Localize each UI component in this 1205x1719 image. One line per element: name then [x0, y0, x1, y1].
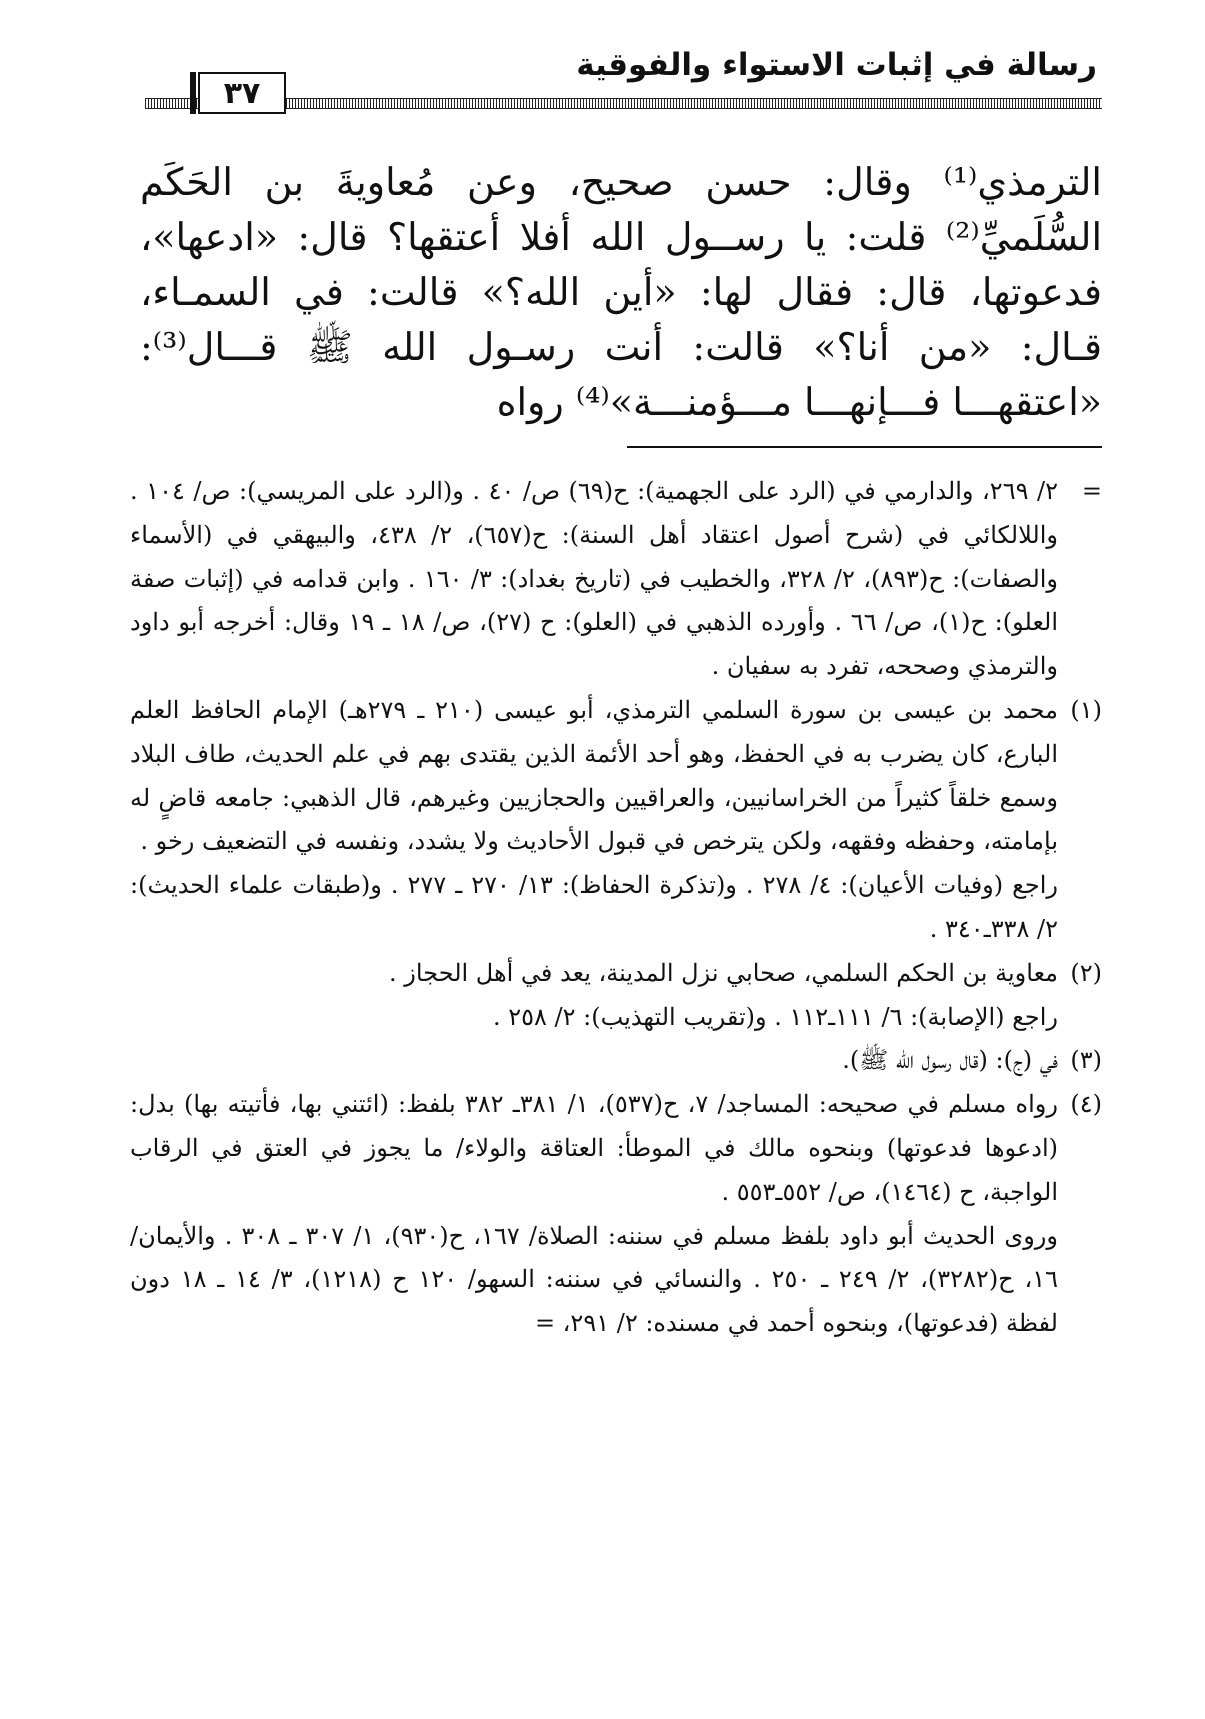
footnote-separator: [627, 446, 1102, 448]
header-rule: [145, 98, 1102, 109]
footnote-text: وروى الحديث أبو داود بلفظ مسلم في سننه: الصلاة/ ١٦٧، ح(٩٣٠)، ١/ ٣٠٧ ـ ٣٠٨ . والأيمان/ ١٦، ح(٣٢٨٢)، ٢/ ٢٤٩ ـ ٢٥٠ . والنسائي في سننه: السهو/ ١٢٠ ح (١٢١٨)، ٣/ ١٤ ـ ١٨ دون لفظة (فدعوتها)، وبنحوه أحمد في مسنده: ٢/ ٢٩١، =: [130, 1221, 1058, 1338]
page-number-bar: [190, 72, 196, 114]
page-number: ٣٧: [198, 72, 286, 114]
footnote-marker: (١): [1070, 695, 1102, 724]
footnote-1: [130, 689, 1102, 952]
footnote-reference: راجع (وفيات الأعيان): ٤/ ٢٧٨ . و(تذكرة الحفاظ): ١٣/ ٢٧٠ ـ ٢٧٧ . و(طبقات علماء الحديث): ٢/ ٣٣٨ـ٣٤٠ .: [130, 871, 1059, 943]
footnote-4-continued: [130, 1215, 1102, 1346]
footnote-marker: (٢): [1070, 958, 1102, 987]
footnote-continued: [130, 470, 1102, 689]
footnotes: [130, 470, 1102, 1346]
footnote-text: رواه مسلم في صحيحه: المساجد/ ٧، ح(٥٣٧)، ١/ ٣٨١ـ ٣٨٢ بلفظ: (ائتني بها، فأتيته بها) بدل: (ادعوها فدعوتها) وبنحوه مالك في الموطأ: العتاقة والولاء/ ما يجوز في العتق في الرقاب الواجبة، ح (١٤٦٤)، ص/ ٥٥٢ـ٥٥٣ .: [130, 1090, 1058, 1206]
footnote-marker: =: [1081, 477, 1102, 505]
running-header-title: رسالة في إثبات الاستواء والفوقية: [576, 47, 1097, 83]
footnote-text: معاوية بن الحكم السلمي، صحابي نزل المدينة، يعد في أهل الحجاز .: [389, 958, 1058, 987]
footnote-2: [130, 952, 1102, 1040]
footnote-3: [130, 1039, 1102, 1083]
footnote-marker: (٣): [1070, 1046, 1102, 1075]
footnote-text: محمد بن عيسى بن سورة السلمي الترمذي، أبو عيسى (٢١٠ ـ ٢٧٩هـ) الإمام الحافظ العلم البارع، كان يضرب به في الحفظ، وهو أحد الأئمة الذين يقتدى بهم في علم الحديث، طاف البلاد وسمع خلقاً كثيراً من الخراسانيين، والعراقيين والحجازيين وغيرهم، قال الذهبي: جامعه قاضٍ له بإمامته، وحفظه وفقهه، ولكن يترخص في قبول الأحاديث ولا يشدد، ونفسه في التضعيف رخو .: [130, 695, 1058, 856]
footnote-marker: (٤): [1070, 1090, 1102, 1119]
footnote-4: [130, 1083, 1102, 1214]
footnote-reference: راجع (الإصابة): ٦/ ١١١ـ١١٢ . و(تقريب التهذيب): ٢/ ٢٥٨ .: [492, 1002, 1058, 1031]
main-paragraph: الترمذي⁽¹⁾ وقال: حسن صحيح، وعن مُعاويةَ بن الحَكَم السُّلَميِّ⁽²⁾ قلت: يا رســول الله أفلا أعتقها؟ قال: «ادعها»، فدعوتها، قال: فقال لها: «أين الله؟» قالت: في السمـاء، قـال: «من أنا؟» قالت: أنت رسـول الله ﷺ قـــال⁽³⁾: «اعتقهـــا فـــإنهـــا مـــؤمنـــة»⁽⁴⁾ رواه: [140, 160, 1102, 424]
footnote-text: ٢/ ٢٦٩، والدارمي في (الرد على الجهمية): ح(٦٩) ص/ ٤٠ . و(الرد على المريسي): ص/ ١٠٤ . واللالكائي في (شرح أصول اعتقاد أهل السنة): ح(٦٥٧)، ٢/ ٤٣٨، والبيهقي في (الأسماء والصفات): ح(٨٩٣)، ٢/ ٣٢٨، والخطيب في (تاريخ بغداد): ٣/ ١٦٠ . وابن قدامه في (إثبات صفة العلو): ح(١)، ص/ ٦٦ . وأورده الذهبي في (العلو): ح (٢٧)، ص/ ١٨ ـ ١٩ وقال: أخرجه أبو داود والترمذي وصححه، تفرد به سفيان .: [130, 477, 1059, 681]
footnote-text: في (ج): (قال رسول الله ﷺ).: [842, 1046, 1058, 1075]
main-text: [140, 155, 1102, 430]
